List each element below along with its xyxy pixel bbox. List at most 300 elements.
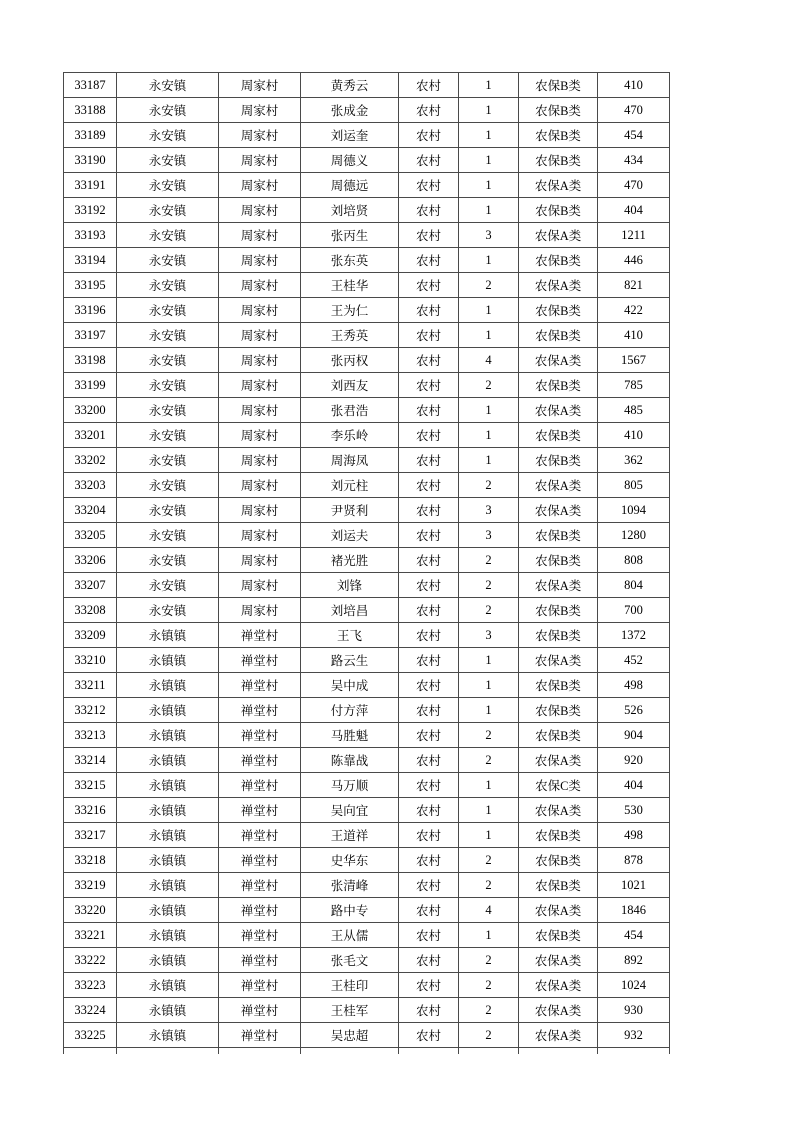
cell-person_name: 王桂军 <box>301 998 399 1023</box>
cell-amount: 930 <box>598 998 670 1023</box>
cell-village: 周家村 <box>219 298 301 323</box>
cell-id: 33223 <box>64 973 117 998</box>
cell-residence_type: 农村 <box>399 423 459 448</box>
cell-person_name: 李乐岭 <box>301 423 399 448</box>
cell-category: 农保B类 <box>519 123 598 148</box>
cell-residence_type: 农村 <box>399 548 459 573</box>
cell-town: 永安镇 <box>117 348 219 373</box>
cell-category: 农保A类 <box>519 398 598 423</box>
cell-category: 农保B类 <box>519 423 598 448</box>
cell-id: 33196 <box>64 298 117 323</box>
cell-village: 周家村 <box>219 323 301 348</box>
cell-person_name: 史华东 <box>301 848 399 873</box>
cell-id: 33206 <box>64 548 117 573</box>
table-row <box>64 273 670 298</box>
table-row <box>64 823 670 848</box>
cell-residence_type: 农村 <box>399 1023 459 1048</box>
table-row <box>64 948 670 973</box>
cell-village: 周家村 <box>219 598 301 623</box>
cell-village: 禅堂村 <box>219 748 301 773</box>
cell-category: 农保B类 <box>519 523 598 548</box>
cell-person_name: 付方萍 <box>301 698 399 723</box>
cell-village: 禅堂村 <box>219 673 301 698</box>
cell-village: 禅堂村 <box>219 923 301 948</box>
cell-town: 永安镇 <box>117 548 219 573</box>
table-sheet <box>63 72 670 1054</box>
table-row <box>64 123 670 148</box>
cell-town: 永安镇 <box>117 148 219 173</box>
cell-town: 永安镇 <box>117 73 219 98</box>
cell-id: 33217 <box>64 823 117 848</box>
table-row-partial <box>64 1048 670 1055</box>
cell-id: 33224 <box>64 998 117 1023</box>
cell-residence_type: 农村 <box>399 148 459 173</box>
cell-id: 33190 <box>64 148 117 173</box>
cell-amount: 1846 <box>598 898 670 923</box>
cell-person_name: 王桂印 <box>301 973 399 998</box>
cell-amount: 446 <box>598 248 670 273</box>
table-row <box>64 623 670 648</box>
cell-town: 永镇镇 <box>117 998 219 1023</box>
cell-person_name: 刘西友 <box>301 373 399 398</box>
table-row <box>64 973 670 998</box>
table-row <box>64 373 670 398</box>
cell-id: 33213 <box>64 723 117 748</box>
cell-person_name: 王桂华 <box>301 273 399 298</box>
cell-count: 2 <box>459 998 519 1023</box>
table-row <box>64 448 670 473</box>
cell-person_name: 黄秀云 <box>301 73 399 98</box>
cell-village: 禅堂村 <box>219 848 301 873</box>
cell-count: 2 <box>459 848 519 873</box>
cell-residence_type: 农村 <box>399 498 459 523</box>
cell-residence_type: 农村 <box>399 248 459 273</box>
records-table <box>63 72 670 1054</box>
table-row <box>64 348 670 373</box>
cell-category: 农保A类 <box>519 173 598 198</box>
cell-category: 农保B类 <box>519 198 598 223</box>
cell-count: 2 <box>459 473 519 498</box>
cell-village: 周家村 <box>219 223 301 248</box>
cell-residence_type: 农村 <box>399 273 459 298</box>
cell-person_name: 张东英 <box>301 248 399 273</box>
cell-person_name: 刘运奎 <box>301 123 399 148</box>
table-row <box>64 1023 670 1048</box>
cell-id: 33205 <box>64 523 117 548</box>
cell-category: 农保B类 <box>519 373 598 398</box>
cell-residence_type: 农村 <box>399 948 459 973</box>
cell-empty <box>399 1048 459 1055</box>
cell-person_name: 张君浩 <box>301 398 399 423</box>
cell-town: 永镇镇 <box>117 898 219 923</box>
cell-count: 2 <box>459 973 519 998</box>
table-row <box>64 173 670 198</box>
cell-residence_type: 农村 <box>399 598 459 623</box>
cell-person_name: 吴忠超 <box>301 1023 399 1048</box>
table-row <box>64 723 670 748</box>
cell-count: 2 <box>459 273 519 298</box>
cell-residence_type: 农村 <box>399 823 459 848</box>
cell-amount: 808 <box>598 548 670 573</box>
cell-count: 1 <box>459 698 519 723</box>
cell-category: 农保A类 <box>519 1023 598 1048</box>
cell-person_name: 张毛文 <box>301 948 399 973</box>
cell-count: 1 <box>459 173 519 198</box>
cell-count: 1 <box>459 98 519 123</box>
cell-category: 农保A类 <box>519 648 598 673</box>
cell-category: 农保A类 <box>519 973 598 998</box>
cell-person_name: 周海凤 <box>301 448 399 473</box>
table-row <box>64 198 670 223</box>
cell-amount: 700 <box>598 598 670 623</box>
cell-town: 永安镇 <box>117 473 219 498</box>
cell-village: 周家村 <box>219 498 301 523</box>
table-row <box>64 898 670 923</box>
cell-count: 1 <box>459 123 519 148</box>
table-row <box>64 798 670 823</box>
cell-amount: 452 <box>598 648 670 673</box>
cell-town: 永镇镇 <box>117 923 219 948</box>
cell-count: 2 <box>459 948 519 973</box>
cell-category: 农保B类 <box>519 923 598 948</box>
cell-id: 33195 <box>64 273 117 298</box>
cell-person_name: 王从儒 <box>301 923 399 948</box>
cell-residence_type: 农村 <box>399 748 459 773</box>
table-row <box>64 773 670 798</box>
cell-residence_type: 农村 <box>399 723 459 748</box>
cell-person_name: 刘培昌 <box>301 598 399 623</box>
cell-category: 农保A类 <box>519 498 598 523</box>
cell-town: 永镇镇 <box>117 673 219 698</box>
cell-town: 永镇镇 <box>117 723 219 748</box>
cell-residence_type: 农村 <box>399 773 459 798</box>
cell-town: 永安镇 <box>117 523 219 548</box>
table-row <box>64 223 670 248</box>
cell-count: 1 <box>459 398 519 423</box>
cell-person_name: 王秀英 <box>301 323 399 348</box>
cell-village: 禅堂村 <box>219 998 301 1023</box>
cell-town: 永安镇 <box>117 598 219 623</box>
cell-id: 33211 <box>64 673 117 698</box>
cell-count: 2 <box>459 373 519 398</box>
cell-count: 2 <box>459 598 519 623</box>
cell-id: 33209 <box>64 623 117 648</box>
cell-category: 农保B类 <box>519 548 598 573</box>
cell-village: 周家村 <box>219 198 301 223</box>
cell-count: 2 <box>459 573 519 598</box>
cell-category: 农保B类 <box>519 698 598 723</box>
cell-residence_type: 农村 <box>399 648 459 673</box>
records-table-body <box>64 73 670 1055</box>
cell-town: 永安镇 <box>117 323 219 348</box>
cell-category: 农保A类 <box>519 748 598 773</box>
cell-residence_type: 农村 <box>399 448 459 473</box>
cell-count: 1 <box>459 798 519 823</box>
cell-town: 永镇镇 <box>117 1023 219 1048</box>
table-row <box>64 323 670 348</box>
cell-residence_type: 农村 <box>399 123 459 148</box>
cell-village: 周家村 <box>219 348 301 373</box>
cell-id: 33191 <box>64 173 117 198</box>
cell-town: 永镇镇 <box>117 698 219 723</box>
cell-count: 1 <box>459 298 519 323</box>
table-row <box>64 873 670 898</box>
cell-town: 永镇镇 <box>117 948 219 973</box>
cell-category: 农保B类 <box>519 823 598 848</box>
cell-id: 33197 <box>64 323 117 348</box>
cell-amount: 1567 <box>598 348 670 373</box>
cell-residence_type: 农村 <box>399 98 459 123</box>
cell-count: 1 <box>459 648 519 673</box>
cell-category: 农保A类 <box>519 273 598 298</box>
cell-id: 33221 <box>64 923 117 948</box>
cell-town: 永镇镇 <box>117 623 219 648</box>
table-row <box>64 923 670 948</box>
cell-count: 1 <box>459 198 519 223</box>
cell-village: 禅堂村 <box>219 898 301 923</box>
cell-person_name: 张丙生 <box>301 223 399 248</box>
cell-category: 农保B类 <box>519 73 598 98</box>
cell-amount: 410 <box>598 323 670 348</box>
cell-amount: 878 <box>598 848 670 873</box>
cell-person_name: 张丙权 <box>301 348 399 373</box>
cell-residence_type: 农村 <box>399 798 459 823</box>
cell-amount: 920 <box>598 748 670 773</box>
cell-amount: 1211 <box>598 223 670 248</box>
cell-id: 33210 <box>64 648 117 673</box>
cell-category: 农保A类 <box>519 348 598 373</box>
cell-residence_type: 农村 <box>399 873 459 898</box>
cell-town: 永安镇 <box>117 98 219 123</box>
cell-id: 33218 <box>64 848 117 873</box>
cell-count: 1 <box>459 423 519 448</box>
table-row <box>64 473 670 498</box>
cell-residence_type: 农村 <box>399 348 459 373</box>
cell-village: 周家村 <box>219 373 301 398</box>
cell-amount: 530 <box>598 798 670 823</box>
cell-amount: 1021 <box>598 873 670 898</box>
cell-category: 农保A类 <box>519 948 598 973</box>
table-row <box>64 998 670 1023</box>
cell-town: 永镇镇 <box>117 973 219 998</box>
cell-town: 永安镇 <box>117 498 219 523</box>
cell-category: 农保B类 <box>519 673 598 698</box>
cell-residence_type: 农村 <box>399 198 459 223</box>
cell-id: 33207 <box>64 573 117 598</box>
cell-category: 农保B类 <box>519 98 598 123</box>
cell-id: 33219 <box>64 873 117 898</box>
cell-person_name: 王为仁 <box>301 298 399 323</box>
cell-id: 33187 <box>64 73 117 98</box>
cell-person_name: 褚光胜 <box>301 548 399 573</box>
cell-town: 永安镇 <box>117 298 219 323</box>
cell-residence_type: 农村 <box>399 848 459 873</box>
cell-category: 农保B类 <box>519 148 598 173</box>
cell-amount: 1280 <box>598 523 670 548</box>
cell-residence_type: 农村 <box>399 573 459 598</box>
cell-residence_type: 农村 <box>399 623 459 648</box>
cell-empty <box>598 1048 670 1055</box>
cell-town: 永镇镇 <box>117 873 219 898</box>
cell-town: 永镇镇 <box>117 648 219 673</box>
cell-amount: 785 <box>598 373 670 398</box>
table-row <box>64 73 670 98</box>
cell-count: 1 <box>459 148 519 173</box>
cell-village: 周家村 <box>219 473 301 498</box>
cell-town: 永镇镇 <box>117 798 219 823</box>
cell-amount: 454 <box>598 923 670 948</box>
cell-id: 33212 <box>64 698 117 723</box>
cell-amount: 498 <box>598 673 670 698</box>
cell-person_name: 吴中成 <box>301 673 399 698</box>
cell-count: 3 <box>459 223 519 248</box>
cell-amount: 932 <box>598 1023 670 1048</box>
cell-id: 33215 <box>64 773 117 798</box>
cell-village: 禅堂村 <box>219 648 301 673</box>
cell-amount: 821 <box>598 273 670 298</box>
cell-count: 1 <box>459 448 519 473</box>
cell-empty <box>519 1048 598 1055</box>
cell-residence_type: 农村 <box>399 323 459 348</box>
table-row <box>64 523 670 548</box>
cell-id: 33204 <box>64 498 117 523</box>
cell-count: 1 <box>459 773 519 798</box>
cell-count: 1 <box>459 923 519 948</box>
cell-residence_type: 农村 <box>399 898 459 923</box>
cell-person_name: 尹贤利 <box>301 498 399 523</box>
cell-id: 33189 <box>64 123 117 148</box>
cell-town: 永安镇 <box>117 398 219 423</box>
cell-count: 3 <box>459 498 519 523</box>
cell-id: 33198 <box>64 348 117 373</box>
table-row <box>64 748 670 773</box>
cell-amount: 410 <box>598 73 670 98</box>
cell-village: 禅堂村 <box>219 623 301 648</box>
cell-residence_type: 农村 <box>399 923 459 948</box>
cell-amount: 470 <box>598 98 670 123</box>
cell-amount: 404 <box>598 773 670 798</box>
table-row <box>64 573 670 598</box>
cell-category: 农保B类 <box>519 848 598 873</box>
cell-id: 33208 <box>64 598 117 623</box>
cell-id: 33200 <box>64 398 117 423</box>
table-row <box>64 148 670 173</box>
cell-amount: 470 <box>598 173 670 198</box>
cell-count: 2 <box>459 723 519 748</box>
cell-id: 33199 <box>64 373 117 398</box>
cell-village: 周家村 <box>219 73 301 98</box>
cell-amount: 1024 <box>598 973 670 998</box>
cell-town: 永安镇 <box>117 448 219 473</box>
cell-category: 农保A类 <box>519 573 598 598</box>
table-row <box>64 698 670 723</box>
cell-amount: 1372 <box>598 623 670 648</box>
cell-amount: 498 <box>598 823 670 848</box>
table-row <box>64 848 670 873</box>
cell-count: 1 <box>459 73 519 98</box>
cell-count: 2 <box>459 1023 519 1048</box>
cell-town: 永安镇 <box>117 573 219 598</box>
cell-residence_type: 农村 <box>399 973 459 998</box>
cell-amount: 434 <box>598 148 670 173</box>
cell-empty <box>459 1048 519 1055</box>
cell-person_name: 刘锋 <box>301 573 399 598</box>
cell-id: 33192 <box>64 198 117 223</box>
cell-amount: 404 <box>598 198 670 223</box>
cell-amount: 1094 <box>598 498 670 523</box>
cell-village: 周家村 <box>219 573 301 598</box>
cell-count: 1 <box>459 248 519 273</box>
cell-town: 永镇镇 <box>117 823 219 848</box>
cell-count: 2 <box>459 748 519 773</box>
cell-amount: 526 <box>598 698 670 723</box>
cell-person_name: 刘元柱 <box>301 473 399 498</box>
cell-village: 周家村 <box>219 173 301 198</box>
cell-count: 2 <box>459 873 519 898</box>
table-row <box>64 548 670 573</box>
cell-id: 33193 <box>64 223 117 248</box>
cell-village: 周家村 <box>219 273 301 298</box>
cell-category: 农保B类 <box>519 298 598 323</box>
cell-id: 33202 <box>64 448 117 473</box>
cell-amount: 485 <box>598 398 670 423</box>
cell-id: 33222 <box>64 948 117 973</box>
cell-category: 农保B类 <box>519 723 598 748</box>
cell-person_name: 周德远 <box>301 173 399 198</box>
cell-person_name: 路云生 <box>301 648 399 673</box>
cell-amount: 804 <box>598 573 670 598</box>
cell-count: 1 <box>459 823 519 848</box>
cell-village: 禅堂村 <box>219 873 301 898</box>
cell-amount: 422 <box>598 298 670 323</box>
cell-category: 农保B类 <box>519 448 598 473</box>
cell-person_name: 周德义 <box>301 148 399 173</box>
cell-residence_type: 农村 <box>399 673 459 698</box>
cell-amount: 904 <box>598 723 670 748</box>
cell-count: 1 <box>459 673 519 698</box>
cell-town: 永安镇 <box>117 173 219 198</box>
cell-person_name: 王飞 <box>301 623 399 648</box>
cell-empty <box>219 1048 301 1055</box>
cell-person_name: 马胜魁 <box>301 723 399 748</box>
cell-village: 周家村 <box>219 523 301 548</box>
cell-village: 周家村 <box>219 398 301 423</box>
cell-person_name: 陈靠战 <box>301 748 399 773</box>
cell-category: 农保A类 <box>519 998 598 1023</box>
cell-village: 周家村 <box>219 548 301 573</box>
cell-amount: 892 <box>598 948 670 973</box>
cell-person_name: 王道祥 <box>301 823 399 848</box>
cell-id: 33203 <box>64 473 117 498</box>
table-row <box>64 673 670 698</box>
table-row <box>64 598 670 623</box>
cell-empty <box>64 1048 117 1055</box>
cell-empty <box>301 1048 399 1055</box>
table-row <box>64 98 670 123</box>
cell-id: 33194 <box>64 248 117 273</box>
cell-residence_type: 农村 <box>399 523 459 548</box>
cell-category: 农保A类 <box>519 223 598 248</box>
table-row <box>64 398 670 423</box>
cell-town: 永安镇 <box>117 223 219 248</box>
cell-count: 4 <box>459 348 519 373</box>
cell-count: 4 <box>459 898 519 923</box>
cell-count: 3 <box>459 523 519 548</box>
cell-category: 农保B类 <box>519 873 598 898</box>
cell-village: 周家村 <box>219 448 301 473</box>
cell-town: 永镇镇 <box>117 773 219 798</box>
cell-id: 33216 <box>64 798 117 823</box>
